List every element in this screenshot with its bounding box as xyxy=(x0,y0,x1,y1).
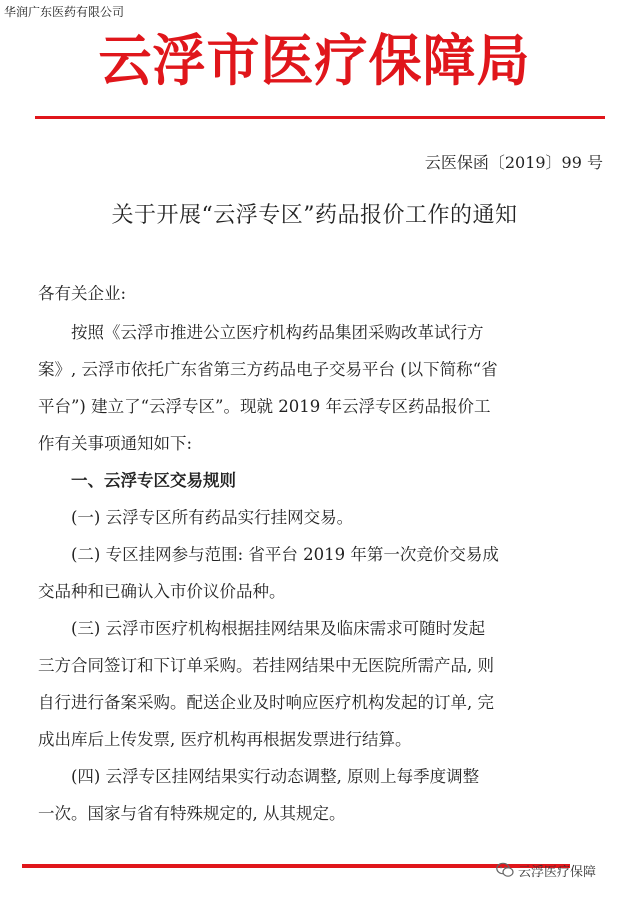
footer-red-rule xyxy=(22,864,570,868)
item-3-line-4: 成出库后上传发票, 医疗机构再根据发票进行结算。 xyxy=(38,730,412,749)
item-3-line-3: 自行进行备案采购。配送企业及时响应医疗机构发起的订单, 完 xyxy=(38,693,494,712)
header-red-rule xyxy=(35,116,605,119)
item-3-line-1: (三) 云浮市医疗机构根据挂网结果及临床需求可随时发起 xyxy=(71,619,486,638)
item-2-line-1: (二) 专区挂网参与范围: 省平台 2019 年第一次竞价交易成 xyxy=(71,545,499,564)
paragraph-1-line-4: 作有关事项通知如下: xyxy=(38,434,193,453)
document-number: 云医保函〔2019〕99 号 xyxy=(424,153,603,172)
wechat-icon xyxy=(496,862,514,878)
paragraph-1-line-1: 按照《云浮市推进公立医疗机构药品集团采购改革试行方 xyxy=(71,323,484,342)
item-4-line-2: 一次。国家与省有特殊规定的, 从其规定。 xyxy=(38,804,346,823)
account-watermark xyxy=(496,858,616,882)
account-name: 云浮医疗保障 xyxy=(518,864,597,880)
paragraph-1-line-2: 案》, 云浮市依托广东省第三方药品电子交易平台 (以下简称“省 xyxy=(38,360,498,379)
watermark-text: 华润广东医药有限公司 xyxy=(4,5,125,19)
agency-title: 云浮市医疗保障局 xyxy=(98,28,531,94)
document-heading: 关于开展“云浮专区”药品报价工作的通知 xyxy=(111,203,518,228)
item-4-line-1: (四) 云浮专区挂网结果实行动态调整, 原则上每季度调整 xyxy=(71,767,480,786)
item-2-line-2: 交品种和已确认入市价议价品种。 xyxy=(38,582,286,601)
section-1-title: 一、云浮专区交易规则 xyxy=(71,471,236,490)
item-1: (一) 云浮专区所有药品实行挂网交易。 xyxy=(71,508,354,527)
paragraph-1-line-3: 平台”) 建立了“云浮专区”。现就 2019 年云浮专区药品报价工 xyxy=(38,397,491,416)
item-3-line-2: 三方合同签订和下订单采购。若挂网结果中无医院所需产品, 则 xyxy=(38,656,494,675)
salutation: 各有关企业: xyxy=(38,284,127,303)
